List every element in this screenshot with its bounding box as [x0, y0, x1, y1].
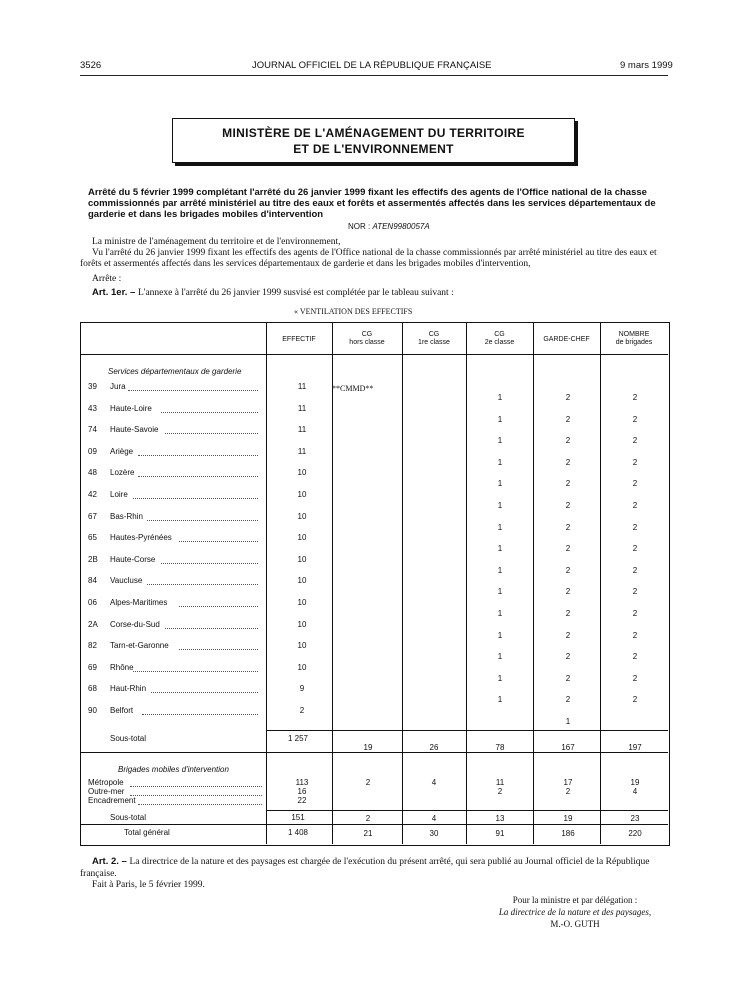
- department-code: 82: [88, 641, 97, 651]
- staff-garde-chef: 2: [565, 565, 571, 575]
- subtotal2-effectif: 151: [291, 813, 305, 822]
- department-label: [88, 468, 134, 477]
- leader-dots: [147, 519, 258, 521]
- leader-dots: [147, 583, 258, 585]
- department-name: Bas-Rhin: [110, 511, 143, 521]
- article-1-label: Art. 1er. –: [92, 287, 136, 298]
- staff-cg2: 1: [497, 565, 503, 575]
- staff-cg2: 1: [497, 457, 503, 467]
- staff-nombre-brigades: 2: [632, 695, 638, 705]
- nor-reference: [348, 222, 430, 231]
- department-label: [88, 404, 152, 413]
- total-effectif: 1 408: [287, 828, 309, 837]
- department-code: 67: [88, 511, 97, 521]
- department-name: Lozère: [110, 468, 135, 478]
- leader-dots: [130, 794, 262, 796]
- header-rule: [80, 75, 668, 76]
- ministry-line1: MINISTÈRE DE L'AMÉNAGEMENT DU TERRITOIRE: [222, 126, 525, 140]
- department-label: [88, 512, 143, 521]
- department-code: 68: [88, 684, 97, 694]
- staff-cg2: 1: [497, 501, 503, 510]
- department-code: 39: [88, 382, 97, 391]
- subtotal2-cg1: 4: [431, 814, 437, 823]
- brigade-effectif: 113: [295, 778, 309, 787]
- issue-date: 9 mars 1999: [620, 60, 673, 71]
- department-name: Haute-Savoie: [110, 425, 159, 435]
- signed-at: Fait à Paris, le 5 février 1999.: [92, 880, 205, 890]
- brigade-garde-chef: 2: [565, 787, 571, 796]
- staff-cg2: 1: [497, 436, 503, 446]
- ministry-box: [172, 118, 575, 163]
- department-code: 65: [88, 533, 97, 543]
- department-code: 09: [88, 446, 97, 456]
- col-cg-2e-classe: CG 2e classe: [484, 331, 515, 346]
- department-code: 84: [88, 576, 97, 586]
- subtotal2-nb: 23: [630, 814, 640, 823]
- department-label: [88, 576, 142, 585]
- subtotal1-label: Sous-total: [110, 734, 147, 743]
- staff-cg2: 1: [497, 609, 503, 618]
- col-cg-1re-classe: CG 1re classe: [418, 331, 450, 346]
- staff-cg2: 1: [497, 695, 503, 705]
- department-label: [88, 555, 155, 564]
- brigade-nb: 19: [630, 778, 640, 787]
- staff-cg2: 1: [497, 652, 503, 662]
- department-effectif: 10: [297, 662, 307, 672]
- staff-garde-chef: 1: [565, 717, 571, 726]
- staff-nombre-brigades: 2: [632, 652, 638, 662]
- staff-garde-chef: 2: [565, 479, 571, 489]
- department-name: Haute-Loire: [110, 403, 152, 413]
- subtotal2-label: Sous-total: [110, 813, 147, 822]
- leader-dots: [133, 670, 258, 672]
- page-number: 3526: [80, 60, 102, 71]
- subtotal2-garde-chef: 19: [563, 814, 573, 823]
- leader-dots: [165, 627, 258, 629]
- leader-dots: [179, 540, 258, 542]
- staff-nombre-brigades: 2: [632, 436, 638, 446]
- overlay-mark: **CMMD**: [332, 384, 374, 393]
- col-effectif: EFFECTIF: [282, 336, 316, 343]
- brigade-cg2: 2: [497, 787, 503, 796]
- department-name: Corse-du-Sud: [110, 619, 160, 629]
- staff-cg2: 1: [497, 630, 503, 640]
- brigade-garde-chef: 17: [563, 778, 573, 787]
- signature-line2: La directrice de la nature et des paysages,: [498, 907, 652, 917]
- total-cg-hors: 21: [363, 829, 373, 838]
- col-garde-chef: GARDE-CHEF: [543, 336, 590, 343]
- department-name: Haute-Corse: [110, 554, 156, 564]
- staff-nombre-brigades: 2: [632, 673, 638, 683]
- department-effectif: 10: [297, 554, 307, 564]
- leader-dots: [133, 497, 258, 499]
- leader-dots: [179, 605, 258, 607]
- department-effectif: 11: [297, 425, 307, 435]
- department-effectif: 10: [297, 468, 307, 478]
- staff-garde-chef: 2: [565, 436, 571, 446]
- department-effectif: 10: [297, 490, 307, 499]
- department-code: 74: [88, 425, 97, 435]
- brigade-effectif: 16: [297, 787, 307, 796]
- staff-garde-chef: 2: [565, 673, 571, 683]
- department-name: Jura: [110, 382, 126, 391]
- subtotal1-cg2: 78: [495, 743, 505, 752]
- article-2-text: La directrice de la nature et des paysages est chargée de l'exécution du présent arrêté, qui sera publié au Journal officiel de la République française.: [80, 857, 650, 879]
- leader-dots: [161, 411, 258, 413]
- subtotal1-cg-hors: 19: [363, 743, 373, 752]
- section-title-garderie: Services départementaux de garderie: [108, 367, 242, 376]
- staff-garde-chef: 2: [565, 630, 571, 640]
- department-effectif: 11: [297, 403, 307, 413]
- staff-nombre-brigades: 2: [632, 479, 638, 489]
- brigade-name: Encadrement: [88, 796, 136, 805]
- staff-cg2: 1: [497, 587, 503, 597]
- staff-cg2: 1: [497, 479, 503, 489]
- staff-cg2: 1: [497, 393, 503, 402]
- subtotal1-cg1: 26: [429, 743, 439, 752]
- department-label: [88, 620, 160, 629]
- department-label: [88, 425, 158, 434]
- department-effectif: 10: [297, 598, 307, 607]
- table-caption: « VENTILATION DES EFFECTIFS: [294, 307, 413, 316]
- staff-garde-chef: 2: [565, 587, 571, 597]
- staff-garde-chef: 2: [565, 414, 571, 424]
- brigade-cg-hors: 2: [365, 778, 371, 787]
- staff-garde-chef: 2: [565, 393, 571, 402]
- staff-cg2: 1: [497, 544, 503, 554]
- department-name: Haut-Rhin: [110, 684, 147, 694]
- article-2: [80, 856, 668, 880]
- total-cg1: 30: [429, 829, 439, 838]
- department-name: Vaucluse: [110, 576, 143, 586]
- staff-garde-chef: 2: [565, 695, 571, 705]
- brigade-name: Outre-mer: [88, 787, 125, 796]
- ministry-line2: ET DE L'ENVIRONNEMENT: [293, 142, 454, 156]
- department-label: [88, 598, 167, 607]
- leader-dots: [128, 389, 258, 391]
- department-effectif: 11: [297, 382, 307, 391]
- leader-dots: [165, 432, 258, 434]
- article-2-label: Art. 2. –: [92, 856, 127, 867]
- department-label: [88, 706, 133, 715]
- leader-dots: [138, 475, 258, 477]
- leader-dots: [179, 648, 258, 650]
- department-effectif: 10: [297, 576, 307, 586]
- total-label: Total général: [124, 828, 170, 837]
- department-label: [88, 382, 126, 391]
- staff-garde-chef: 2: [565, 501, 571, 510]
- department-label: [88, 533, 172, 542]
- decree-title: Arrêté du 5 février 1999 complétant l'arrêté du 26 janvier 1999 fixant les effectifs des agents de l'Office national de la chasse commissionnés par arrêté ministériel au titre des eaux et forêts et assermentés affectés dans les services départementaux de garderie et dans les brigades mobiles d'intervention: [88, 187, 656, 220]
- leader-dots: [161, 562, 258, 564]
- department-code: 69: [88, 662, 97, 672]
- nor-value: ATEN9980057A: [372, 222, 430, 231]
- staff-nombre-brigades: 2: [632, 393, 638, 402]
- department-label: [88, 490, 128, 499]
- col-cg-hors-classe: CG hors classe: [349, 331, 385, 346]
- staff-garde-chef: 2: [565, 457, 571, 467]
- journal-title: JOURNAL OFFICIEL DE LA RÉPUBLIQUE FRANÇAISE: [252, 60, 492, 71]
- department-code: 43: [88, 403, 97, 413]
- subtotal2-cg2: 13: [495, 814, 505, 823]
- department-label: [88, 684, 146, 693]
- staff-cg2: 1: [497, 522, 503, 532]
- article-1-text: L'annexe à l'arrêté du 26 janvier 1999 susvisé est complétée par le tableau suivant :: [137, 288, 454, 298]
- total-garde-chef: 186: [561, 829, 575, 838]
- staff-garde-chef: 2: [565, 544, 571, 554]
- department-code: 2A: [88, 619, 98, 629]
- staff-garde-chef: 2: [565, 609, 571, 618]
- leader-dots: [142, 713, 258, 715]
- department-name: Belfort: [110, 706, 134, 715]
- department-label: [88, 663, 134, 672]
- staff-nombre-brigades: 2: [632, 565, 638, 575]
- subtotal1-nb: 197: [628, 743, 642, 752]
- department-name: Hautes-Pyrénées: [110, 533, 172, 543]
- department-label: [88, 641, 169, 650]
- total-nb: 220: [628, 829, 642, 838]
- col-nombre-brigades: NOMBRE de brigades: [615, 331, 653, 346]
- staff-cg2: 1: [497, 414, 503, 424]
- department-code: 06: [88, 598, 97, 607]
- article-1: [92, 287, 668, 299]
- leader-dots: [151, 691, 258, 693]
- subtotal2-cg-hors: 2: [365, 814, 371, 823]
- brigade-cg1: 4: [431, 778, 437, 787]
- staff-nombre-brigades: 2: [632, 414, 638, 424]
- leader-dots: [130, 785, 262, 787]
- department-name: Loire: [110, 490, 128, 499]
- department-effectif: 10: [297, 619, 307, 629]
- staff-nombre-brigades: 2: [632, 522, 638, 532]
- department-effectif: 10: [297, 533, 307, 543]
- brigade-cg2: 11: [495, 778, 505, 787]
- staff-cg2: 1: [497, 673, 503, 683]
- paragraph-vu: Vu l'arrêté du 26 janvier 1999 fixant les effectifs des agents de l'Office national de la chasse commissionnés par arrêté ministériel au titre des eaux et forêts et assermentés affectés dans les services départementaux de garderie et dans les brigades mobiles d'intervention,: [80, 248, 657, 269]
- department-code: 90: [88, 706, 97, 715]
- staff-nombre-brigades: 2: [632, 609, 638, 618]
- department-code: 42: [88, 490, 97, 499]
- department-effectif: 11: [297, 446, 307, 456]
- staff-nombre-brigades: 2: [632, 457, 638, 467]
- staff-nombre-brigades: 2: [632, 544, 638, 554]
- total-cg2: 91: [495, 829, 505, 838]
- staff-nombre-brigades: 2: [632, 501, 638, 510]
- department-effectif: 10: [297, 511, 307, 521]
- arrete-label: Arrête :: [92, 274, 122, 284]
- department-code: 48: [88, 468, 97, 478]
- paragraph-minister: La ministre de l'aménagement du territoire et de l'environnement,: [92, 237, 341, 247]
- section-title-brigades: Brigades mobiles d'intervention: [118, 765, 229, 774]
- leader-dots: [138, 454, 258, 456]
- signature-line1: Pour la ministre et par délégation :: [512, 895, 638, 905]
- staff-garde-chef: 2: [565, 652, 571, 662]
- department-label: [88, 447, 133, 456]
- nor-label: NOR :: [348, 222, 371, 231]
- department-name: Tarn-et-Garonne: [110, 641, 169, 651]
- department-name: Rhône: [110, 662, 134, 672]
- brigade-effectif: 22: [297, 796, 307, 805]
- leader-dots: [138, 803, 262, 805]
- subtotal1-garde-chef: 167: [561, 743, 575, 752]
- brigade-name: Métropole: [88, 778, 124, 787]
- subtotal1-effectif: 1 257: [287, 734, 309, 743]
- department-effectif: 9: [299, 684, 305, 694]
- staff-nombre-brigades: 2: [632, 630, 638, 640]
- department-effectif: 2: [299, 706, 305, 715]
- department-effectif: 10: [297, 641, 307, 651]
- staff-nombre-brigades: 2: [632, 587, 638, 597]
- staff-garde-chef: 2: [565, 522, 571, 532]
- brigade-nb: 4: [632, 787, 638, 796]
- signature-name: M.-O. GUTH: [550, 919, 600, 929]
- department-name: Alpes-Maritimes: [110, 598, 168, 607]
- department-code: 2B: [88, 554, 98, 564]
- department-name: Ariège: [110, 446, 134, 456]
